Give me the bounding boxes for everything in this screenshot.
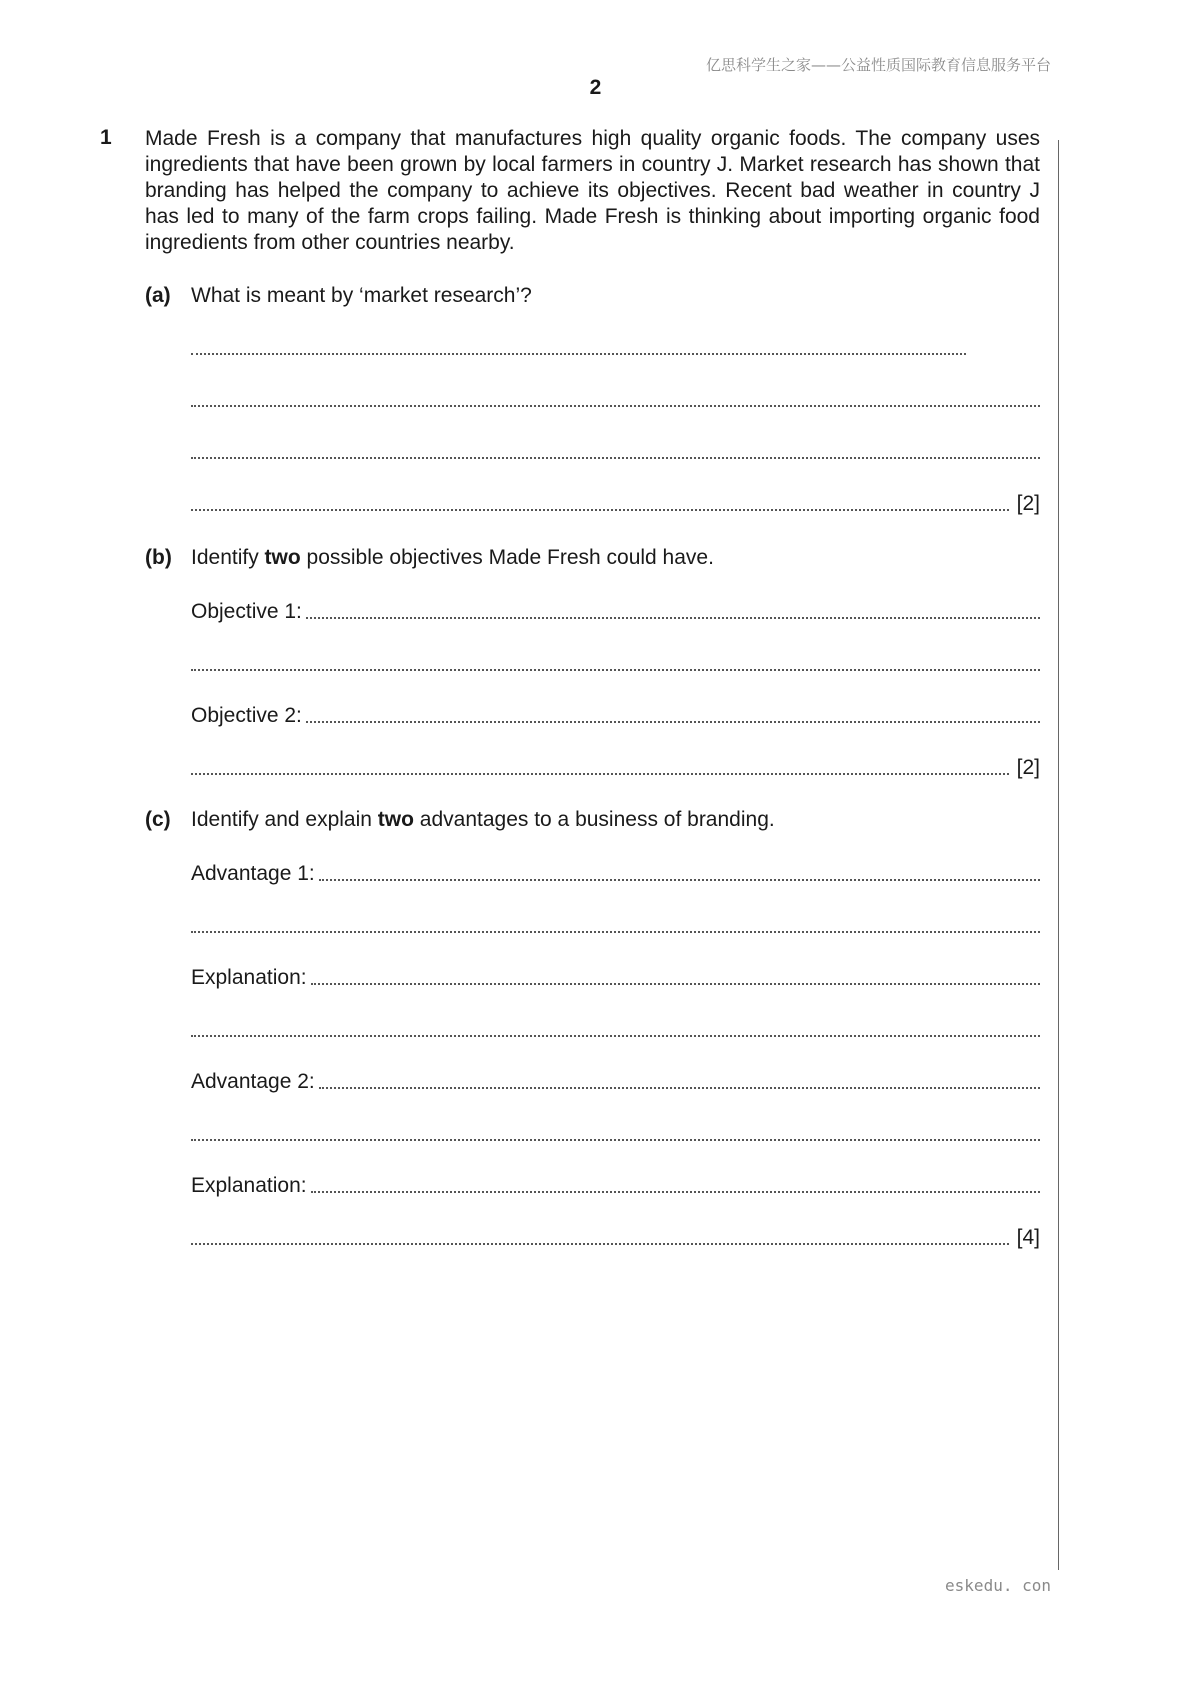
objective-2-line-2[interactable] [191,754,1040,780]
objective-1-label: Objective 1: [191,600,302,623]
objective-2-label: Objective 2: [191,704,302,727]
part-c-question: Identify and explain two advantages to a business of branding. [191,808,775,831]
answer-line-a4[interactable] [191,490,1040,516]
advantage-2-line[interactable] [191,1068,1040,1094]
question-number: 1 [100,126,112,149]
part-a-label: (a) [145,284,171,307]
objective-2-line[interactable] [191,702,1040,728]
explanation-1-line-2[interactable] [191,1016,1040,1042]
part-a-question: What is meant by ‘market research’? [191,284,532,307]
part-a-marks: [2] [1016,492,1040,515]
margin-rule [1058,140,1059,1570]
objective-1-line-2[interactable] [191,650,1040,676]
part-c-emphasis: two [377,808,414,831]
part-c-label: (c) [145,808,171,831]
advantage-1-line-2[interactable] [191,912,1040,938]
advantage-2-line-2[interactable] [191,1120,1040,1146]
part-b-question: Identify two possible objectives Made Fresh could have. [191,546,714,569]
page-number: 2 [589,76,602,99]
part-b-emphasis: two [264,546,301,569]
part-b-label: (b) [145,546,172,569]
explanation-2-line[interactable] [191,1172,1040,1198]
part-b-marks: [2] [1016,756,1040,779]
answer-line-a2[interactable] [191,386,1040,412]
part-c-marks: [4] [1016,1226,1040,1249]
answer-line-a3[interactable] [191,438,1040,464]
explanation-1-label: Explanation: [191,966,307,989]
explanation-1-line[interactable] [191,964,1040,990]
advantage-1-line[interactable] [191,860,1040,886]
watermark-text: 亿思科学生之家——公益性质国际教育信息服务平台 [705,56,1051,74]
footer-mark: eskedu. con [945,1576,1051,1595]
advantage-1-label: Advantage 1: [191,862,315,885]
advantage-2-label: Advantage 2: [191,1070,315,1093]
question-stem: Made Fresh is a company that manufactures high quality organic foods. The company uses ingredients that have been grown by local farmers in country J. Market research has shown that branding has helped the company to achieve its objectives. Recent bad weather in country J has led to many of the farm crops failing. Made Fresh is thinking about importing organic food ingredients from other countries nearby. [145,127,1040,254]
explanation-2-label: Explanation: [191,1174,307,1197]
objective-1-line[interactable] [191,598,1040,624]
explanation-2-line-2[interactable] [191,1224,1040,1250]
answer-line-a1[interactable] [191,334,966,360]
